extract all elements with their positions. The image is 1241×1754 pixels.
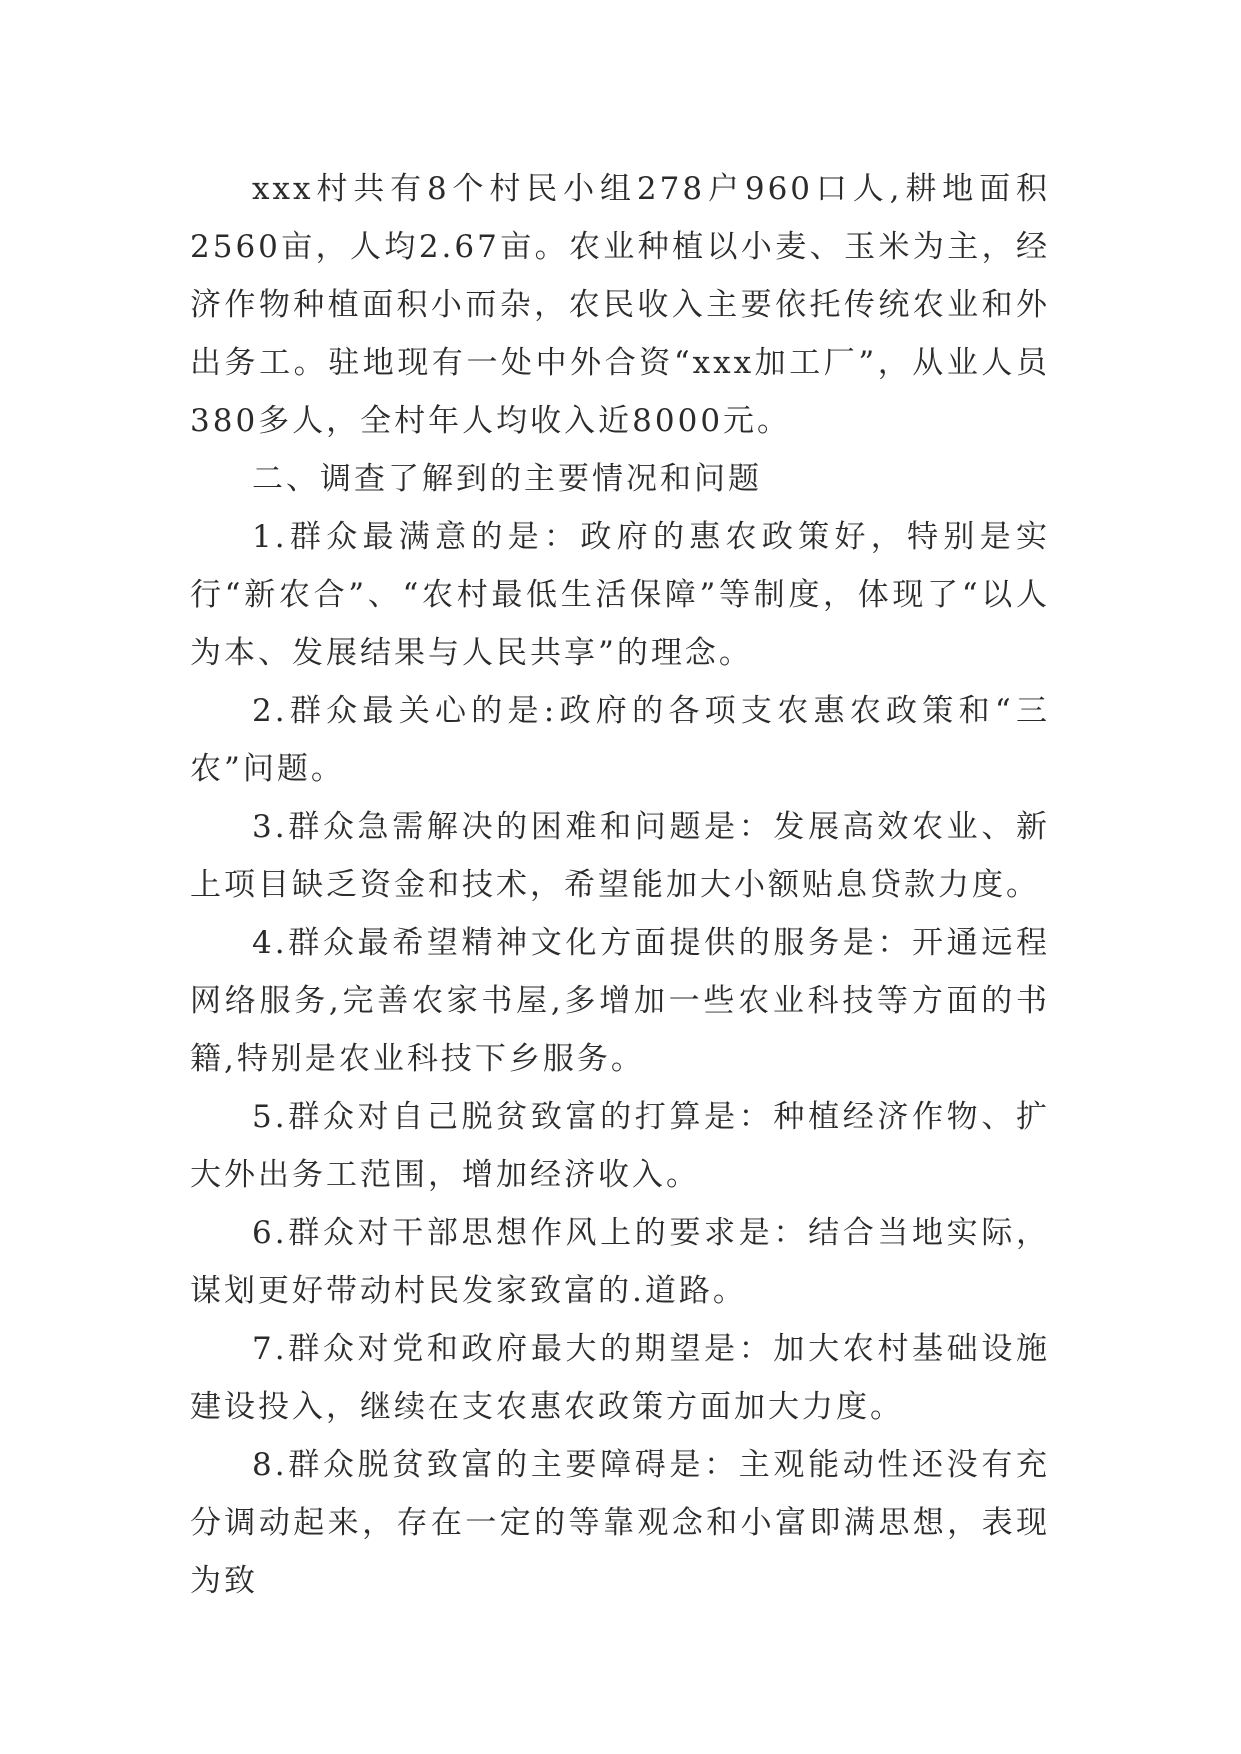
list-item-1: 1.群众最满意的是：政府的惠农政策好，特别是实行“新农合”、“农村最低生活保障”等制度，体现了“以人为本、发展结果与人民共享”的理念。	[190, 519, 1050, 671]
list-item-3: 3.群众急需解决的困难和问题是：发展高效农业、新上项目缺乏资金和技术，希望能加大小额贴息贷款力度。	[190, 809, 1050, 903]
list-item-6: 6.群众对干部思想作风上的要求是：结合当地实际，谋划更好带动村民发家致富的.道路。	[190, 1215, 1050, 1309]
list-item-2: 2.群众最关心的是:政府的各项支农惠农政策和“三农”问题。	[190, 693, 1050, 787]
document-body	[190, 160, 1050, 1610]
list-item-5: 5.群众对自己脱贫致富的打算是：种植经济作物、扩大外出务工范围，增加经济收入。	[190, 1099, 1050, 1193]
list-item-8: 8.群众脱贫致富的主要障碍是：主观能动性还没有充分调动起来，存在一定的等靠观念和小富即满思想，表现为致	[190, 1447, 1050, 1599]
list-item-7: 7.群众对党和政府最大的期望是：加大农村基础设施建设投入，继续在支农惠农政策方面加大力度。	[190, 1331, 1050, 1425]
intro-paragraph: xxx村共有8个村民小组278户960口人,耕地面积2560亩，人均2.67亩。农业种植以小麦、玉米为主，经济作物种植面积小而杂，农民收入主要依托传统农业和外出务工。驻地现有一处中外合资“xxx加工厂”，从业人员380多人，全村年人均收入近8000元。	[190, 171, 1050, 439]
section-heading: 二、调查了解到的主要情况和问题	[252, 461, 762, 497]
list-item-4: 4.群众最希望精神文化方面提供的服务是：开通远程网络服务,完善农家书屋,多增加一些农业科技等方面的书籍,特别是农业科技下乡服务。	[190, 925, 1050, 1077]
